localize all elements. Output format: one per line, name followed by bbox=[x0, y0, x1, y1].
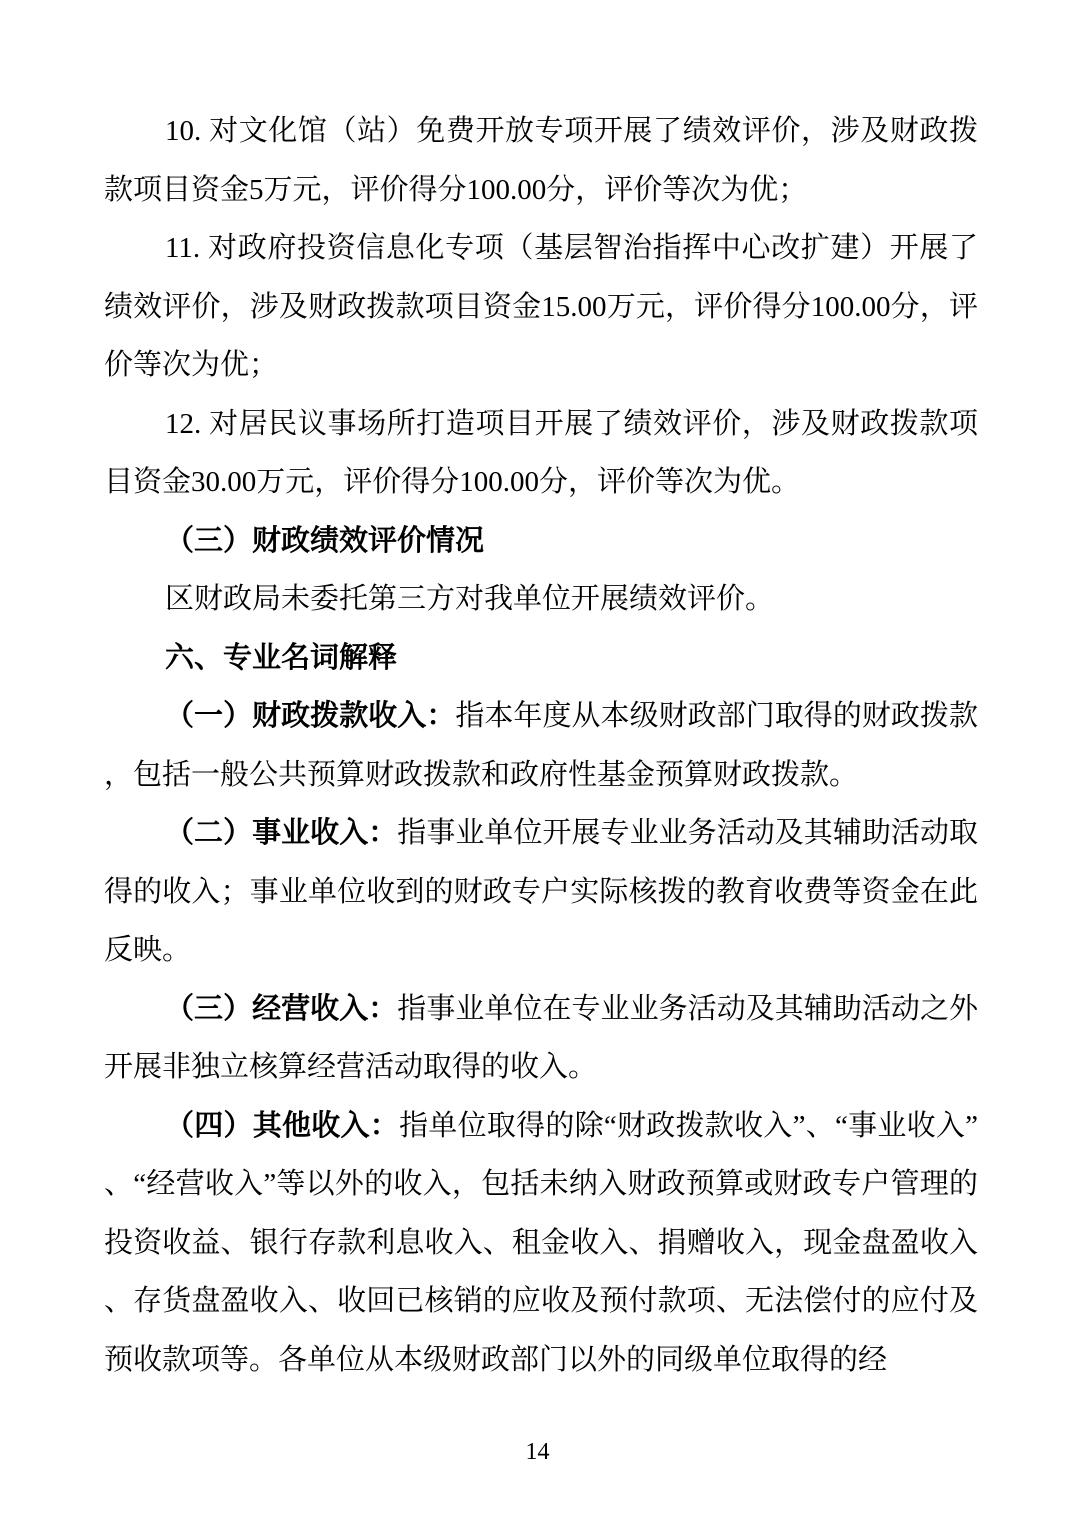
document-content bbox=[104, 102, 978, 1389]
paragraph-8: （二）事业收入：指事业单位开展专业业务活动及其辅助活动取得的收入；事业单位收到的财政专户实际核拨的教育收费等资金在此反映。 bbox=[104, 817, 978, 966]
paragraph-9: （三）经营收入：指事业单位在专业业务活动及其辅助活动之外开展非独立核算经营活动取得的收入。 bbox=[104, 992, 978, 1083]
paragraph-10: （四）其他收入：指单位取得的除“财政拨款收入”、“事业收入”、“经营收入”等以外的收入，包括未纳入财政预算或财政专户管理的投资收益、银行存款利息收入、租金收入、捐赠收入，现金盘盈收入、存货盘盈收入、收回已核销的应收及预付款项、无法偿付的应付及预收款项等。各单位从本级财政部门以外的同级单位取得的经 bbox=[104, 1109, 978, 1376]
paragraph-3: 12. 对居民议事场所打造项目开展了绩效评价，涉及财政拨款项目资金30.00万元，评价得分100.00分，评价等次为优。 bbox=[104, 407, 978, 498]
paragraph-1: 10. 对文化馆（站）免费开放专项开展了绩效评价，涉及财政拨款项目资金5万元，评价得分100.00分，评价等次为优； bbox=[104, 115, 978, 206]
page-number: 14 bbox=[525, 1439, 550, 1465]
term-label: （三）经营收入： bbox=[165, 992, 398, 1025]
paragraph-7: （一）财政拨款收入：指本年度从本级财政部门取得的财政拨款，包括一般公共预算财政拨款和政府性基金预算财政拨款。 bbox=[104, 700, 978, 791]
paragraph-2: 11. 对政府投资信息化专项（基层智治指挥中心改扩建）开展了绩效评价，涉及财政拨款项目资金15.00万元，评价得分100.00分，评价等次为优； bbox=[104, 232, 978, 381]
term-label: （四）其他收入： bbox=[165, 1109, 400, 1142]
term-label: （二）事业收入： bbox=[165, 817, 398, 849]
paragraph-6: 六、专业名词解释 bbox=[165, 641, 398, 674]
paragraph-4: （三）财政绩效评价情况 bbox=[165, 524, 485, 557]
paragraph-5: 区财政局未委托第三方对我单位开展绩效评价。 bbox=[165, 583, 775, 615]
term-label: （一）财政拨款收入： bbox=[165, 700, 456, 732]
